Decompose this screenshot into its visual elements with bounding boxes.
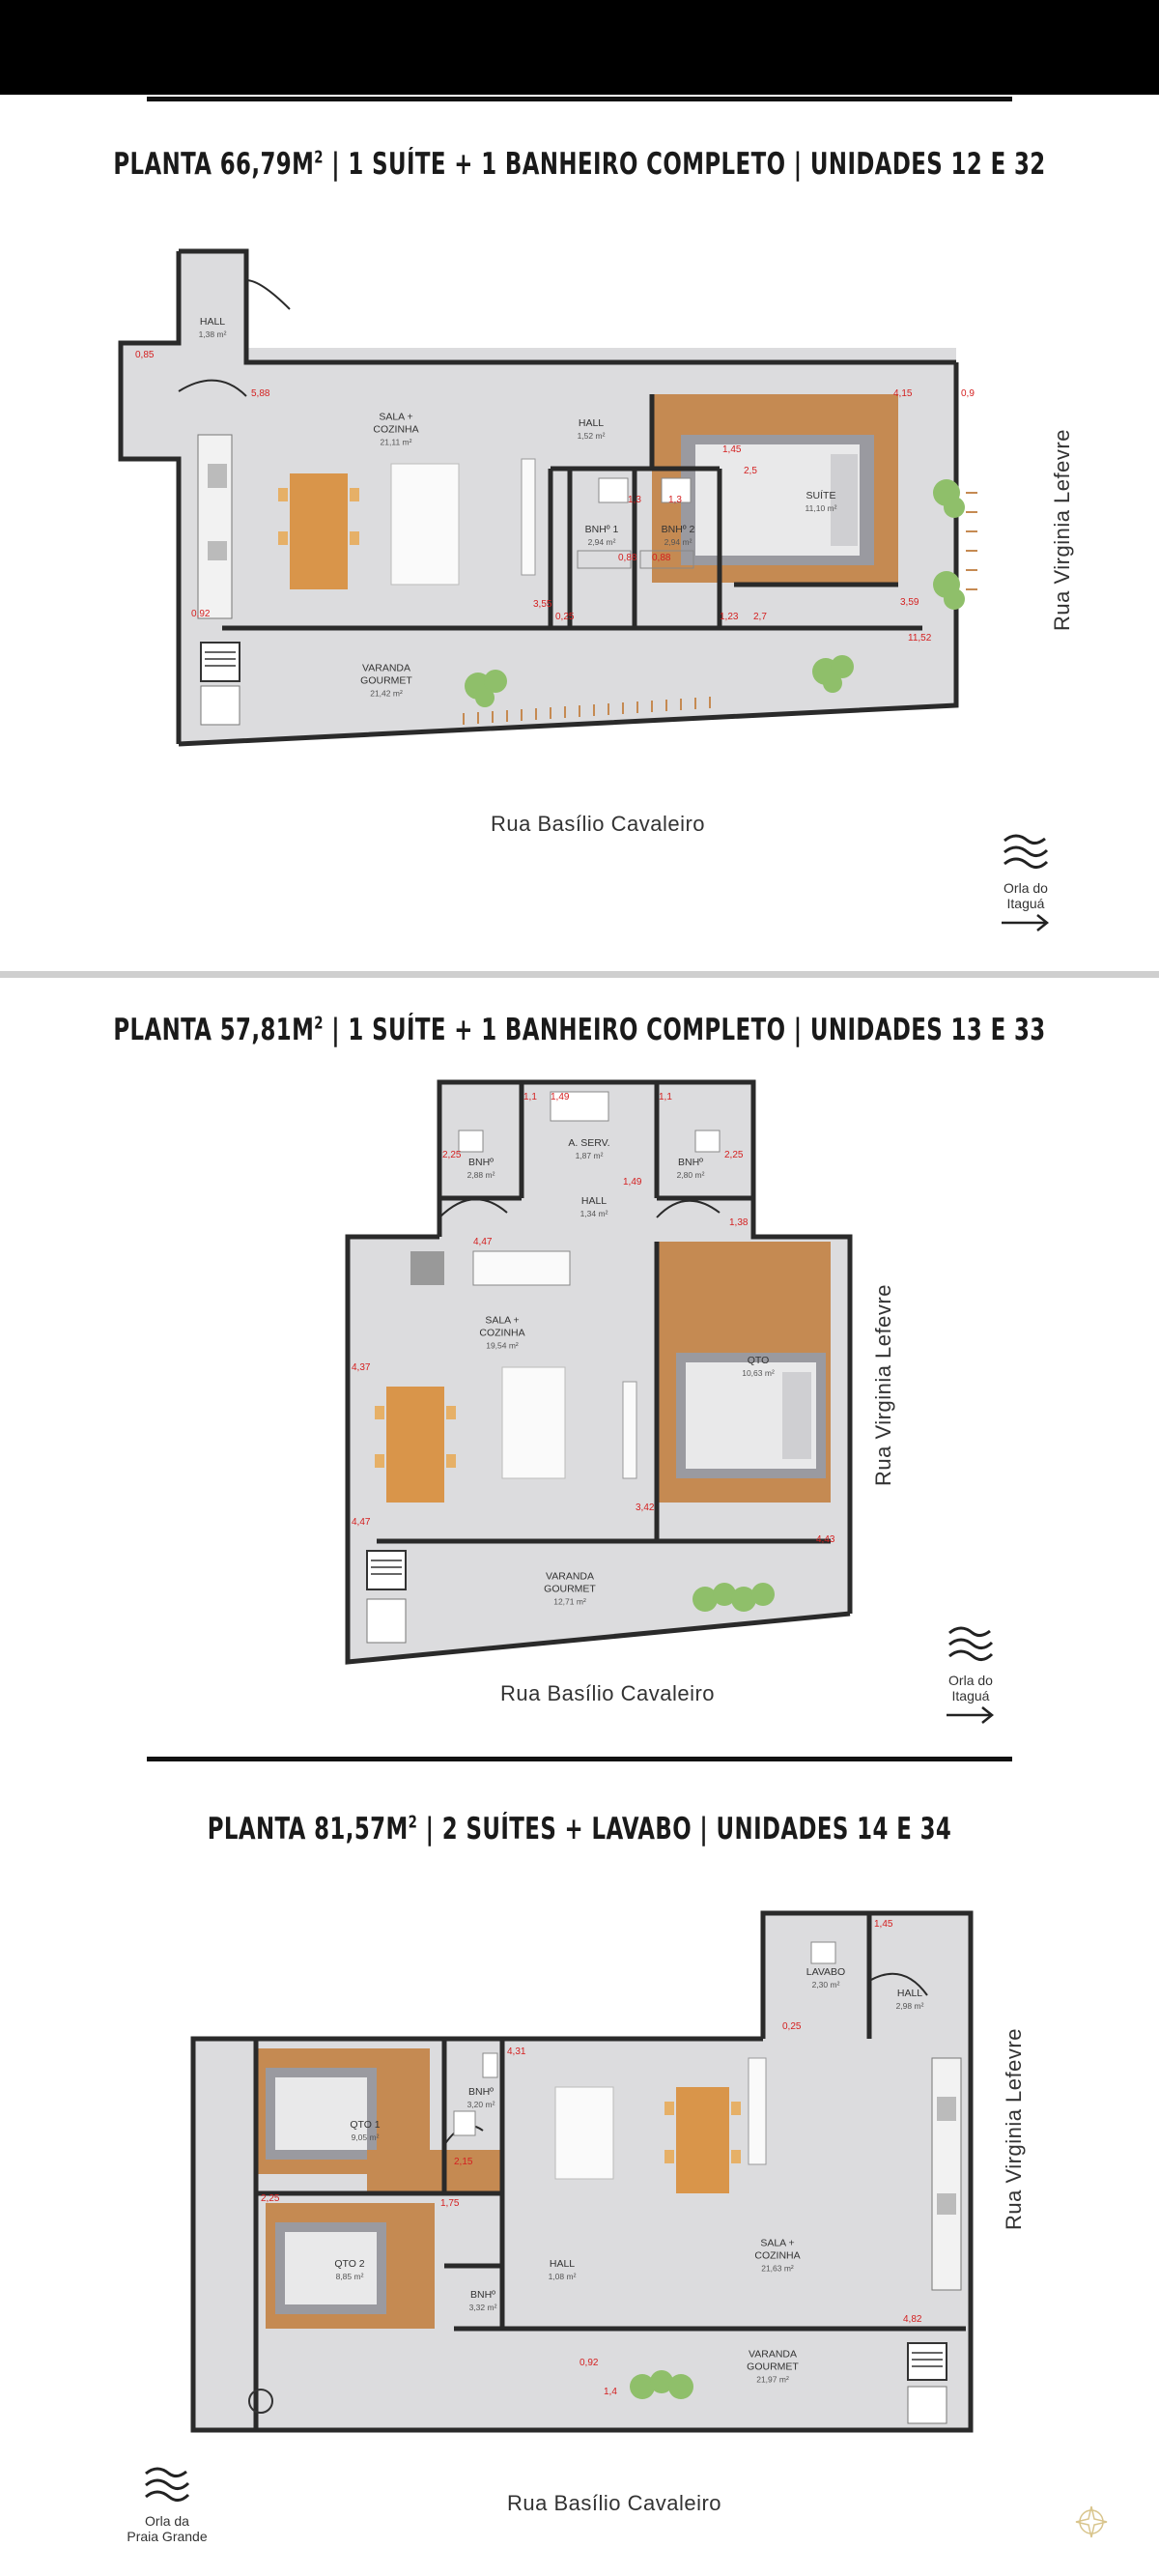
room-hall-2: HALL 1,52 m² — [577, 417, 606, 441]
dim-label: 4,31 — [507, 2046, 526, 2057]
dim-label: 0,25 — [782, 2021, 802, 2032]
dim-label: 2,25 — [724, 1150, 744, 1160]
dim-label: 0,92 — [580, 2358, 599, 2368]
room-bnh-2: BNHº 3,32 m² — [468, 2289, 497, 2312]
room-sala-cozinha: SALA + COZINHA 21,11 m² — [373, 411, 419, 447]
room-bnh-1: BNHº 1 2,94 m² — [584, 524, 619, 547]
dim-label: 1,1 — [659, 1092, 672, 1102]
dim-label: 1,49 — [551, 1092, 570, 1102]
dim-label: 1,1 — [523, 1092, 537, 1102]
dim-label: 3,59 — [900, 597, 919, 608]
dim-label: 0,88 — [652, 553, 671, 563]
room-qto: QTO 10,63 m² — [742, 1355, 775, 1378]
dim-label: 1,3 — [628, 495, 641, 505]
plan-3-title: PLANTA $81,57M^2$ | 2 SUÍTES + LAVABO | UNIDADES 14 E 34 — [207, 1812, 952, 1846]
street-name-side: Rua Virginia Lefevre — [1050, 429, 1074, 631]
dim-label: 2,5 — [744, 466, 757, 476]
room-hall: HALL 1,34 m² — [580, 1195, 608, 1218]
dim-label: 2,25 — [442, 1150, 462, 1160]
orla-indicator: Orla do Itaguá — [918, 1623, 1024, 1730]
street-name-bottom: Rua Basílio Cavaleiro — [500, 1681, 716, 1705]
dim-label: 4,47 — [473, 1237, 493, 1247]
dim-label: 0,25 — [555, 612, 575, 622]
dim-label: 1,4 — [604, 2387, 617, 2397]
orla-indicator: Orla do Itaguá — [973, 831, 1079, 937]
divider-line — [147, 1757, 1012, 1761]
dim-label: 4,43 — [816, 1534, 835, 1545]
street-name-side: Rua Virginia Lefevre — [871, 1284, 895, 1486]
wave-icon — [997, 831, 1055, 877]
room-varanda-gourmet: VARANDA GOURMET 21,42 m² — [360, 662, 412, 699]
room-hall-entry: HALL 2,98 m² — [895, 1988, 924, 2011]
dim-label: 2,7 — [753, 612, 767, 622]
wave-icon — [942, 1623, 1000, 1670]
room-bnh-2: BNHº 2 2,94 m² — [661, 524, 695, 547]
arrow-right-icon — [997, 911, 1055, 934]
room-suite: SUÍTE 11,10 m² — [805, 490, 837, 513]
plan-2-title: PLANTA $57,81M^2$ | 1 SUÍTE + 1 BANHEIRO COMPLETO | UNIDADES 13 E 33 — [113, 1013, 1046, 1047]
street-name-side: Rua Virginia Lefevre — [1002, 2028, 1026, 2230]
room-hall-1: HALL 1,38 m² — [198, 316, 227, 339]
dim-label: 1,45 — [722, 444, 742, 455]
dim-label: 1,23 — [720, 612, 739, 622]
room-qto-2: QTO 2 8,85 m² — [334, 2258, 365, 2281]
room-hall-inner: HALL 1,08 m² — [548, 2258, 577, 2281]
divider-line — [147, 97, 1012, 101]
floor-plan-1 — [116, 242, 985, 763]
dim-label: 1,75 — [440, 2198, 460, 2209]
room-varanda-gourmet: VARANDA GOURMET 21,97 m² — [747, 2348, 799, 2385]
dim-label: 3,55 — [533, 599, 552, 610]
watermark-logo — [1062, 2503, 1120, 2543]
dim-label: 0,88 — [618, 553, 637, 563]
dim-label: 0,92 — [191, 609, 211, 619]
dim-label: 2,25 — [261, 2193, 280, 2204]
floor-plan-2 — [338, 1073, 860, 1672]
dim-label: 1,45 — [874, 1919, 893, 1930]
section-separator — [0, 971, 1159, 978]
dim-label: 5,88 — [251, 388, 270, 399]
compass-rose-icon — [1072, 2503, 1111, 2541]
room-bnh-1: BNHº 3,20 m² — [466, 2086, 495, 2109]
room-qto-1: QTO 1 9,05 m² — [350, 2119, 381, 2142]
dim-label: 11,52 — [908, 633, 932, 644]
room-bnh-right: BNHº 2,80 m² — [676, 1157, 705, 1180]
dim-label: 1,3 — [668, 495, 682, 505]
dim-label: 0,9 — [961, 388, 975, 399]
room-lavabo: LAVABO 2,30 m² — [806, 1966, 846, 1989]
dim-label: 4,15 — [893, 388, 913, 399]
dim-label: 0,85 — [135, 350, 155, 360]
dim-label: 2,15 — [454, 2157, 473, 2167]
plan-1-title: PLANTA $66,79M^2$ | 1 SUÍTE + 1 BANHEIRO COMPLETO | UNIDADES 12 E 32 — [113, 147, 1046, 182]
dim-label: 4,37 — [352, 1362, 371, 1373]
room-varanda-gourmet: VARANDA GOURMET 12,71 m² — [544, 1570, 596, 1607]
room-area-servico: A. SERV. 1,87 m² — [568, 1137, 610, 1160]
dim-label: 1,49 — [623, 1177, 642, 1188]
dim-label: 4,47 — [352, 1517, 371, 1528]
floor-plan-3 — [174, 1903, 985, 2445]
dim-label: 1,38 — [729, 1217, 749, 1228]
street-name-bottom: Rua Basílio Cavaleiro — [491, 812, 706, 836]
room-bnh-left: BNHº 2,88 m² — [466, 1157, 495, 1180]
room-sala-cozinha: SALA + COZINHA 19,54 m² — [479, 1314, 525, 1351]
dim-label: 3,42 — [636, 1503, 655, 1513]
room-sala-cozinha: SALA + COZINHA 21,63 m² — [754, 2237, 801, 2274]
orla-indicator: Orla da Praia Grande — [114, 2464, 220, 2544]
street-name-bottom: Rua Basílio Cavaleiro — [507, 2491, 722, 2515]
dim-label: 4,82 — [903, 2314, 922, 2325]
top-black-bar — [0, 0, 1159, 95]
wave-icon — [138, 2464, 196, 2510]
arrow-right-icon — [942, 1703, 1000, 1727]
